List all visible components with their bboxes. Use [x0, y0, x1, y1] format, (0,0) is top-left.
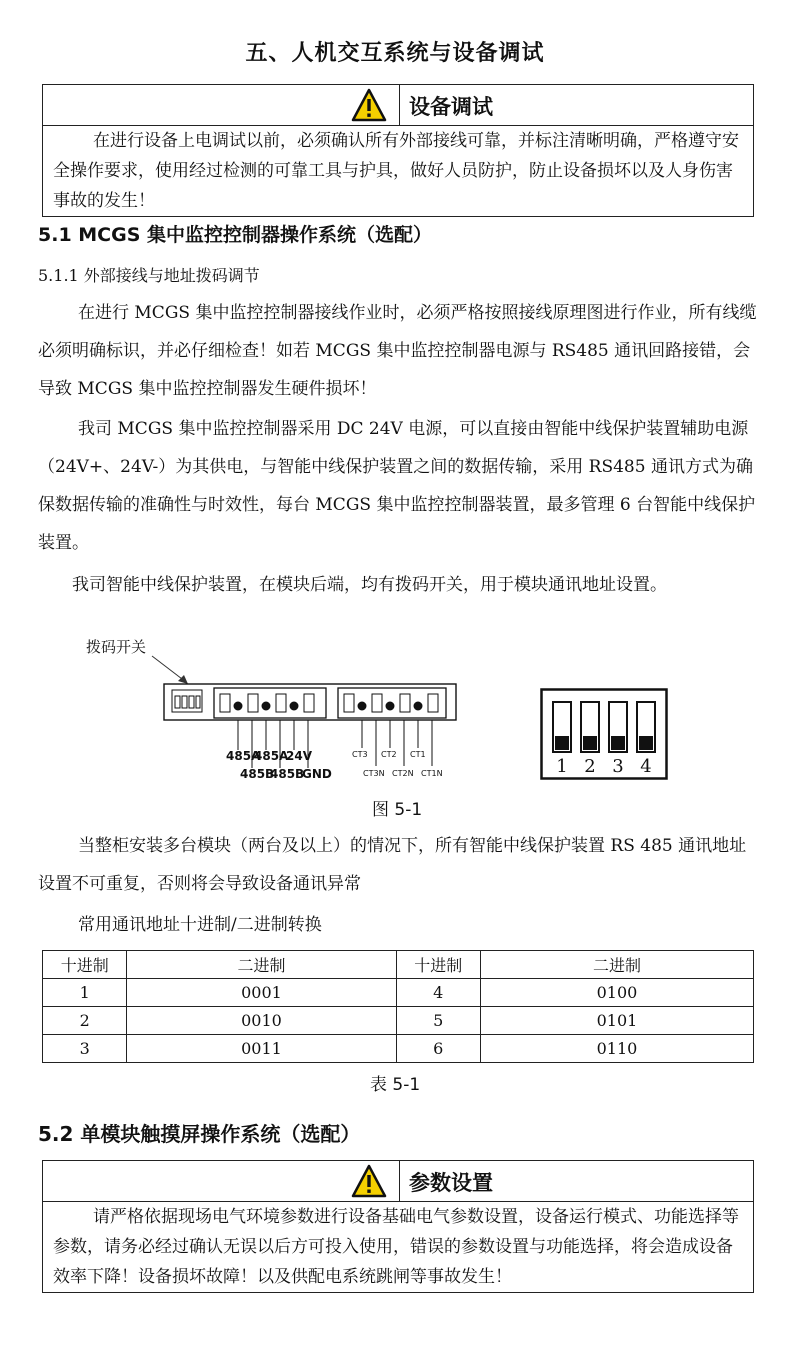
- figure-caption: 图 5-1: [372, 800, 423, 820]
- warning-triangle-icon: [351, 1164, 387, 1198]
- address-conversion-table: [42, 950, 754, 1063]
- notice-header: [43, 85, 753, 126]
- table-cell: 2: [43, 1007, 127, 1035]
- table-header-binary: 二进制: [480, 951, 753, 979]
- table-cell: 0010: [127, 1007, 396, 1035]
- paragraph-dip-switch: 我司智能中线保护装置，在模块后端，均有拨码开关，用于模块通讯地址设置。: [72, 575, 667, 595]
- dip-number-4: 4: [640, 756, 652, 777]
- notice-title: 设备调试: [409, 95, 493, 119]
- dip-number-1: 1: [556, 756, 568, 777]
- heading-5-1-1: 5.1.1 外部接线与地址拨码调节: [38, 266, 260, 285]
- table-cell: 4: [396, 979, 480, 1007]
- heading-5-1: 5.1 MCGS 集中监控控制器操作系统（选配）: [38, 224, 433, 246]
- table-row: [43, 1007, 754, 1035]
- table-cell: 0100: [480, 979, 753, 1007]
- table-caption: 表 5-1: [370, 1075, 421, 1095]
- terminal-block-diagram: [140, 650, 470, 786]
- dip-number-3: 3: [612, 756, 624, 777]
- terminal-label-485a-2: 485A: [254, 749, 289, 763]
- notice-box-parameter-setting: [42, 1160, 754, 1293]
- table-cell: 6: [396, 1035, 480, 1063]
- paragraph-wiring: 在进行 MCGS 集中监控控制器接线作业时，必须严格按照接线原理图进行作业，所有线缆必须明确标识，并必仔细检查！如若 MCGS 集中监控控制器电源与 RS485 通讯回路接错，会导致 MCGS 集中监控控制器发生硬件损坏！: [38, 303, 757, 399]
- table-header-row: [43, 951, 754, 979]
- heading-5-2: 5.2 单模块触摸屏操作系统（选配）: [38, 1122, 361, 1146]
- table-header-binary: 二进制: [127, 951, 396, 979]
- terminal-label-ct3n: CT3N: [363, 769, 385, 778]
- table-header-decimal: 十进制: [396, 951, 480, 979]
- table-cell: 3: [43, 1035, 127, 1063]
- terminal-label-24v: 24V: [286, 749, 312, 763]
- paragraph-address-unique: 当整柜安装多台模块（两台及以上）的情况下，所有智能中线保护装置 RS 485 通讯地址设置不可重复，否则将会导致设备通讯异常: [38, 836, 747, 894]
- table-header-decimal: 十进制: [43, 951, 127, 979]
- terminal-label-ct2: CT2: [381, 750, 397, 759]
- table-cell: 5: [396, 1007, 480, 1035]
- terminal-label-ct3: CT3: [352, 750, 368, 759]
- table-cell: 0001: [127, 979, 396, 1007]
- section-title: 五、人机交互系统与设备调试: [245, 41, 545, 66]
- notice-box-device-debug: [42, 84, 754, 217]
- dip-number-2: 2: [584, 756, 596, 777]
- figure-callout-label: 拨码开关: [86, 638, 147, 656]
- terminal-label-485a-1: 485A: [226, 749, 261, 763]
- dip-switch-diagram: [540, 688, 668, 780]
- table-cell: 0011: [127, 1035, 396, 1063]
- notice-header: [43, 1161, 753, 1202]
- paragraph-power: 我司 MCGS 集中监控控制器采用 DC 24V 电源，可以直接由智能中线保护装置辅助电源（24V+、24V-）为其供电，与智能中线保护装置之间的数据传输，采用 RS485 通讯方式为确保数据传输的准确性与时效性，每台 MCGS 集中监控控制器装置，最多管理 6 台智能中线保护装置。: [38, 419, 756, 553]
- table-intro: 常用通讯地址十进制/二进制转换: [78, 915, 322, 935]
- table-cell: 0110: [480, 1035, 753, 1063]
- terminal-label-ct1n: CT1N: [421, 769, 443, 778]
- terminal-label-485b-1: 485B: [240, 767, 275, 781]
- table-cell: 1: [43, 979, 127, 1007]
- warning-triangle-icon: [351, 88, 387, 122]
- notice-divider: [399, 85, 400, 125]
- notice-divider: [399, 1161, 400, 1201]
- table-cell: 0101: [480, 1007, 753, 1035]
- table-row: [43, 1035, 754, 1063]
- terminal-label-gnd: GND: [302, 767, 332, 781]
- terminal-label-ct1: CT1: [410, 750, 426, 759]
- terminal-label-ct2n: CT2N: [392, 769, 414, 778]
- notice-body: 请严格依据现场电气环境参数进行设备基础电气参数设置，设备运行模式、功能选择等参数，请务必经过确认无误以后方可投入使用，错误的参数设置与功能选择，将会造成设备效率下降！设备损坏故障！以及供配电系统跳闸等事故发生！: [53, 1207, 739, 1287]
- table-row: [43, 979, 754, 1007]
- notice-body: 在进行设备上电调试以前，必须确认所有外部接线可靠，并标注清晰明确，严格遵守安全操作要求，使用经过检测的可靠工具与护具，做好人员防护，防止设备损坏以及人身伤害事故的发生！: [53, 131, 739, 211]
- notice-title: 参数设置: [409, 1171, 493, 1195]
- terminal-label-485b-2: 485B: [270, 767, 305, 781]
